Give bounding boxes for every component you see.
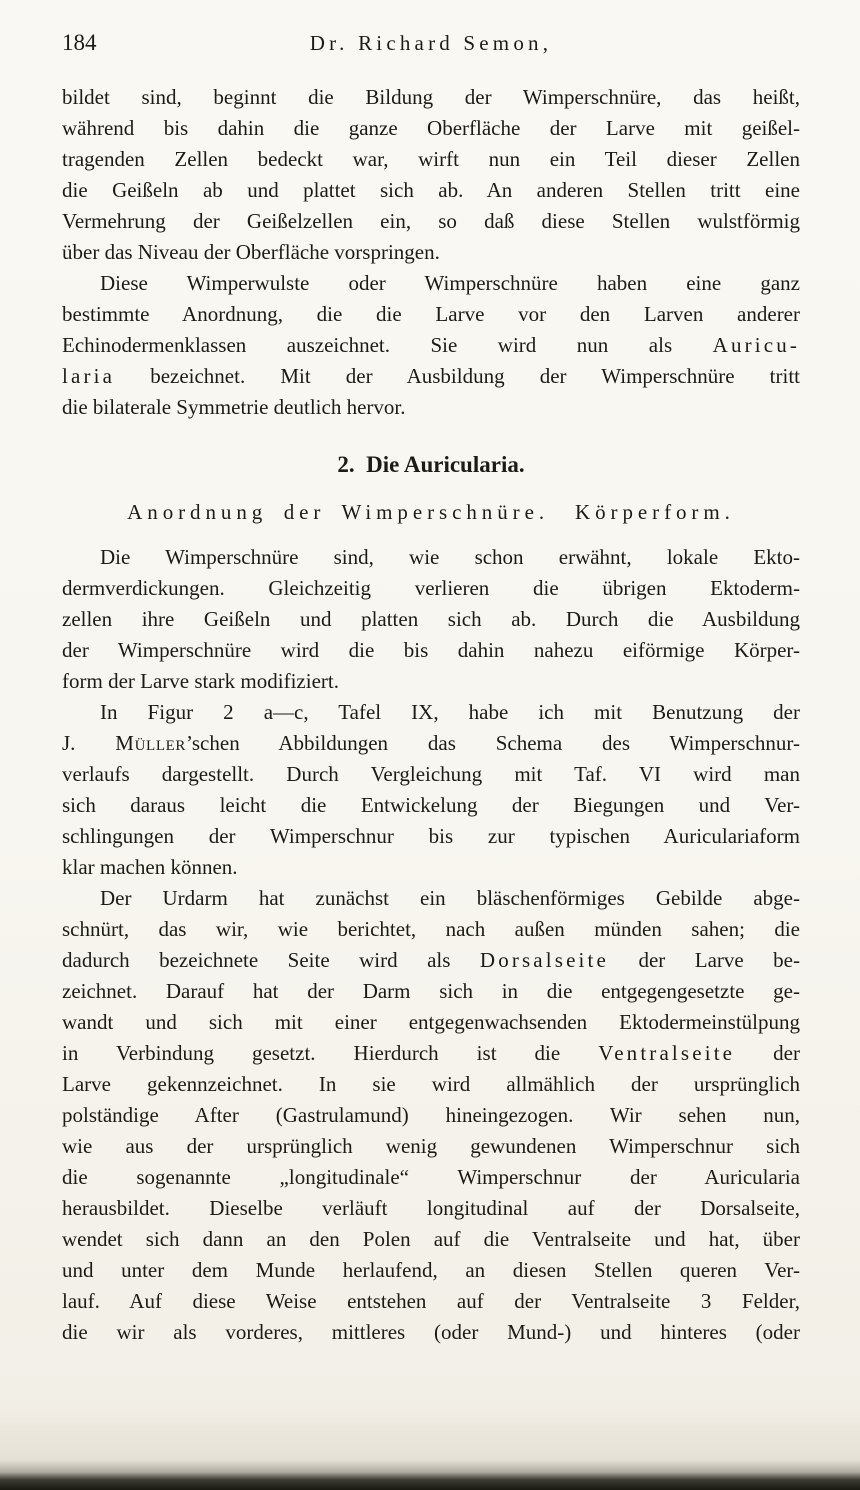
paragraph bbox=[62, 883, 800, 1348]
text-line: bildet sind, beginnt die Bildung der Wimperschnüre, das heißt, bbox=[62, 85, 800, 109]
text-line: klar machen können. bbox=[62, 855, 238, 879]
text-line: zellen ihre Geißeln und platten sich ab. Durch die Ausbildung bbox=[62, 607, 800, 631]
letterspaced-term: Ventralseite bbox=[598, 1041, 736, 1065]
text-line: Die Wimperschnüre sind, wie schon erwähnt, lokale Ekto- bbox=[100, 545, 800, 569]
text-line: bestimmte Anordnung, die die Larve vor den Larven anderer bbox=[62, 302, 800, 326]
text-line: dadurch bezeichnete Seite wird als Dorsalseite der Larve be- bbox=[62, 948, 800, 972]
scan-shadow-bar bbox=[0, 1460, 860, 1490]
text-line: Diese Wimperwulste oder Wimperschnüre haben eine ganz bbox=[100, 271, 800, 295]
text-line: und unter dem Munde herlaufend, an diesen Stellen queren Ver- bbox=[62, 1258, 800, 1282]
text-line: über das Niveau der Oberfläche vorspringen. bbox=[62, 240, 440, 264]
paragraph bbox=[62, 268, 800, 423]
text-line: die wir als vorderes, mittleres (oder Mund-) und hinteres (oder bbox=[62, 1320, 800, 1344]
text-line: verlaufs dargestellt. Durch Vergleichung mit Taf. VI wird man bbox=[62, 762, 800, 786]
text-line: schlingungen der Wimperschnur bis zur typischen Auriculariaform bbox=[62, 824, 800, 848]
text-line: Vermehrung der Geißelzellen ein, so daß diese Stellen wulstförmig bbox=[62, 209, 800, 233]
paragraph bbox=[62, 542, 800, 697]
subheading: Anordnung der Wimperschnüre. Körperform. bbox=[127, 500, 735, 524]
text-line: dermverdickungen. Gleichzeitig verlieren die übrigen Ektoderm- bbox=[62, 576, 800, 600]
paragraph bbox=[62, 82, 800, 268]
text-line: die Geißeln ab und plattet sich ab. An anderen Stellen tritt eine bbox=[62, 178, 800, 202]
text-line: zeichnet. Darauf hat der Darm sich in die entgegengesetzte ge- bbox=[62, 979, 800, 1003]
letterspaced-term: Dorsalseite bbox=[479, 948, 609, 972]
text-line: lauf. Auf diese Weise entstehen auf der Ventralseite 3 Felder, bbox=[62, 1289, 800, 1313]
text-line: die sogenannte „longitudinale“ Wimperschnur der Auricularia bbox=[62, 1165, 800, 1189]
text-line: herausbildet. Dieselbe verläuft longitudinal auf der Dorsalseite, bbox=[62, 1196, 800, 1220]
text-line: wie aus der ursprünglich wenig gewundenen Wimperschnur sich bbox=[62, 1134, 800, 1158]
letterspaced-term: laria bbox=[62, 364, 116, 388]
text-line: wandt und sich mit einer entgegenwachsenden Ektodermeinstülpung bbox=[62, 1010, 800, 1034]
text-line: Der Urdarm hat zunächst ein bläschenförmiges Gebilde abge- bbox=[100, 886, 800, 910]
text-line: In Figur 2 a—c, Tafel IX, habe ich mit Benutzung der bbox=[100, 700, 800, 724]
letterspaced-term: Auricu- bbox=[712, 333, 800, 357]
small-caps-name: Müller bbox=[115, 731, 187, 755]
paragraph bbox=[62, 697, 800, 883]
text-line: der Wimperschnüre wird die bis dahin nahezu eiförmige Körper- bbox=[62, 638, 800, 662]
page-number: 184 bbox=[62, 30, 97, 55]
text-line: laria bezeichnet. Mit der Ausbildung der Wimperschnüre tritt bbox=[62, 364, 800, 388]
page-header bbox=[62, 28, 800, 64]
text-line: tragenden Zellen bedeckt war, wirft nun ein Teil dieser Zellen bbox=[62, 147, 800, 171]
text-line: Echinodermenklassen auszeichnet. Sie wird nun als Auricu- bbox=[62, 333, 800, 357]
text-line: während bis dahin die ganze Oberfläche der Larve mit geißel- bbox=[62, 116, 800, 140]
text-line: in Verbindung gesetzt. Hierdurch ist die Ventralseite der bbox=[62, 1041, 800, 1065]
running-title: Dr. Richard Semon, bbox=[309, 31, 553, 55]
heading: 2. Die Auricularia. bbox=[337, 452, 525, 477]
text-line: die bilaterale Symmetrie deutlich hervor. bbox=[62, 395, 406, 419]
text-line: sich daraus leicht die Entwickelung der Biegungen und Ver- bbox=[62, 793, 800, 817]
text-line: form der Larve stark modifiziert. bbox=[62, 669, 339, 693]
page-body bbox=[62, 82, 800, 1348]
text-line: wendet sich dann an den Polen auf die Ventralseite und hat, über bbox=[62, 1227, 800, 1251]
text-line: polständige After (Gastrulamund) hineingezogen. Wir sehen nun, bbox=[62, 1103, 800, 1127]
text-line: J. Müller’schen Abbildungen das Schema des Wimperschnur- bbox=[62, 731, 800, 755]
text-line: Larve gekennzeichnet. In sie wird allmählich der ursprünglich bbox=[62, 1072, 800, 1096]
text-line: schnürt, das wir, wie berichtet, nach außen münden sahen; die bbox=[62, 917, 800, 941]
